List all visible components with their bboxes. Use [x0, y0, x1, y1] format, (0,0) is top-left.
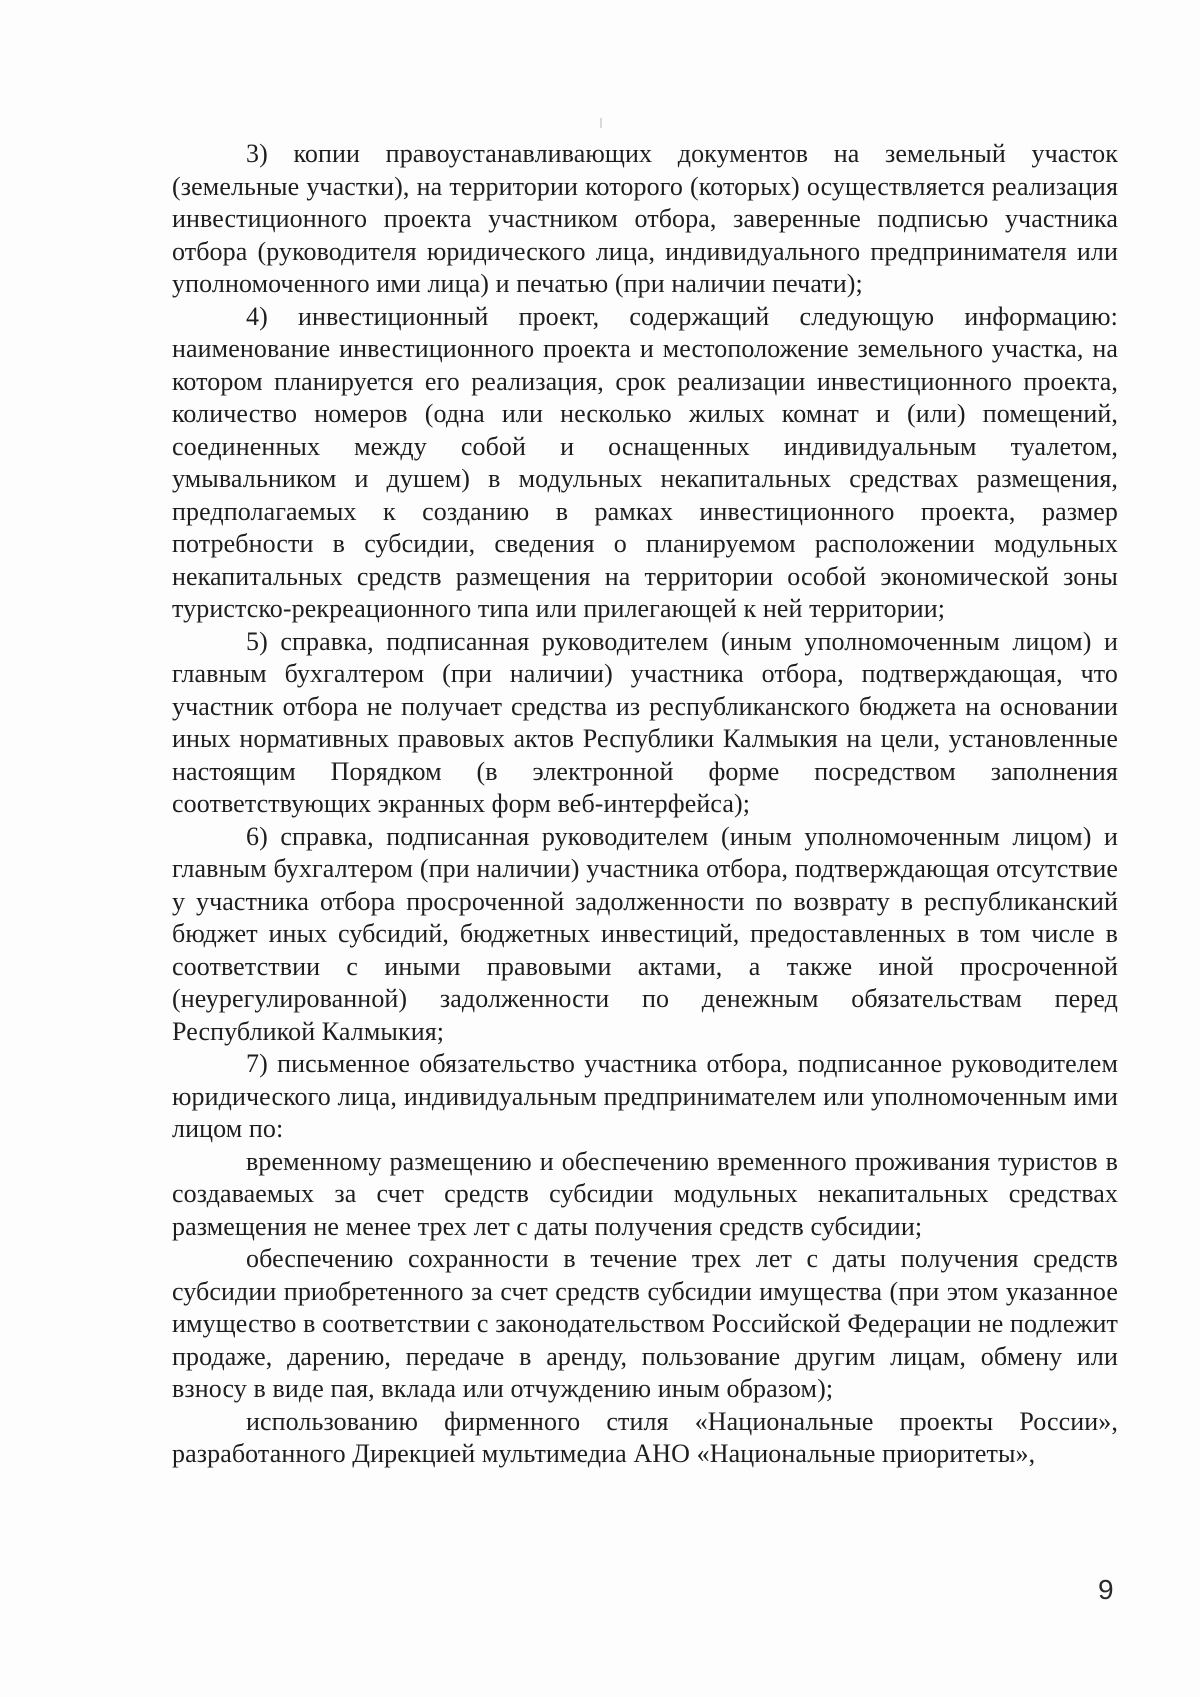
paragraph-item-6: 6) справка, подписанная руководителем (иным уполномоченным лицом) и главным бухгалтером (при наличии) участника отбора, подтверждающая отсутствие у участника отбора просроченной задолженности по возврату в республиканский бюджет иных субсидий, бюджетных инвестиций, предоставленных в том числе в соответствии с иными правовыми актами, а также иной просроченной (неурегулированной) задолженности по денежным обязательствам перед Республикой Калмыкия;: [172, 821, 1118, 1046]
document-body: [172, 138, 1118, 1471]
paragraph-item-5: 5) справка, подписанная руководителем (иным уполномоченным лицом) и главным бухгалтером (при наличии) участника отбора, подтверждающая, что участник отбора не получает средства из республиканского бюджета на основании иных нормативных правовых актов Республики Калмыкия на цели, установленные настоящим Порядком (в электронной форме посредством заполнения соответствующих экранных форм веб-интерфейса);: [172, 626, 1118, 818]
paragraph-item-7: 7) письменное обязательство участника отбора, подписанное руководителем юридического лица, индивидуальным предпринимателем или уполномоченным ими лицом по:: [172, 1049, 1118, 1143]
paragraph-obligation-preservation: обеспечению сохранности в течение трех лет с даты получения средств субсидии приобретенного за счет средств субсидии имущества (при этом указанное имущество в соответствии с законодательством Российской Федерации не подлежит продаже, дарению, передаче в аренду, пользование другим лицам, обмену или взносу в виде пая, вклада или отчуждению иным образом);: [172, 1244, 1118, 1403]
paragraph-item-4: 4) инвестиционный проект, содержащий следующую информацию: наименование инвестиционного проекта и местоположение земельного участка, на котором планируется его реализация, срок реализации инвестиционного проекта, количество номеров (одна или несколько жилых комнат и (или) помещений, соединенных между собой и оснащенных индивидуальным туалетом, умывальником и душем) в модульных некапитальных средствах размещения, предполагаемых к созданию в рамках инвестиционного проекта, размер потребности в субсидии, сведения о планируемом расположении модульных некапитальных средств размещения на территории особой экономической зоны туристско-рекреационного типа или прилегающей к ней территории;: [172, 301, 1118, 623]
paragraph-obligation-style: использованию фирменного стиля «Национальные проекты России», разработанного Дирекцией мультимедиа АНО «Национальные приоритеты»,: [172, 1406, 1118, 1468]
paragraph-obligation-placement: временному размещению и обеспечению временного проживания туристов в создаваемых за счет средств субсидии модульных некапитальных средствах размещения не менее трех лет с даты получения средств субсидии;: [172, 1146, 1118, 1241]
page-number: 9: [1098, 1574, 1114, 1605]
paragraph-item-3: 3) копии правоустанавливающих документов на земельный участок (земельные участки), на территории которого (которых) осуществляется реализация инвестиционного проекта участником отбора, заверенные подписью участника отбора (руководителя юридического лица, индивидуального предпринимателя или уполномоченного ими лица) и печатью (при наличии печати);: [172, 139, 1118, 298]
scan-artifact: [600, 118, 602, 128]
